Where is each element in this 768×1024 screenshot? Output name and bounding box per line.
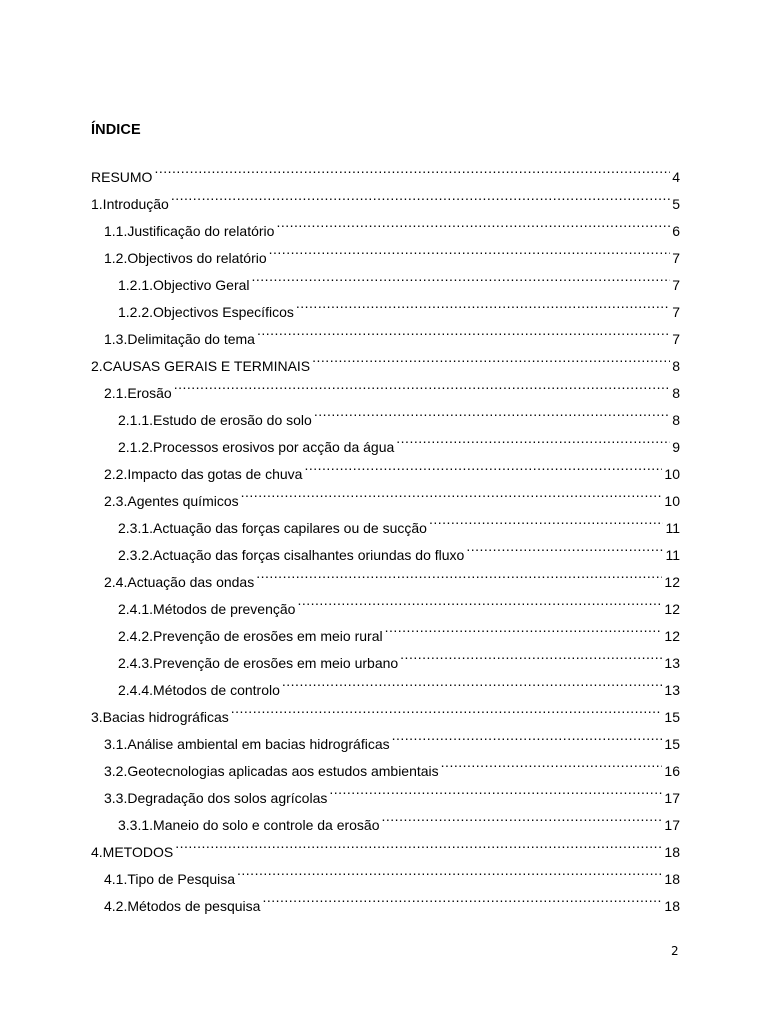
- toc-entry-title: 2.3.1.Actuação das forças capilares ou de sucção: [118, 520, 427, 536]
- toc-entry-title: 4.METODOS: [91, 844, 174, 860]
- toc-dot-leader: [465, 533, 663, 560]
- toc-entry-page: 10: [662, 488, 680, 515]
- toc-entry-page: 12: [662, 569, 680, 596]
- toc-entry-title: 2.1.Erosão: [104, 385, 172, 401]
- toc-entry-page: 8: [670, 407, 680, 434]
- toc-dot-leader: [153, 155, 670, 182]
- toc-dot-leader: [311, 344, 670, 371]
- toc-entry[interactable]: [91, 398, 680, 428]
- toc-heading: ÍNDICE: [91, 122, 141, 138]
- toc-entry-title: 1.2.Objectivos do relatório: [104, 250, 267, 266]
- toc-entry-page: 15: [662, 704, 680, 731]
- toc-entry-page: 6: [670, 218, 680, 245]
- toc-entry[interactable]: [91, 209, 680, 239]
- toc-dot-leader: [384, 614, 663, 641]
- toc-dot-leader: [174, 830, 662, 857]
- toc-entry-title: 1.3.Delimitação do tema: [104, 331, 255, 347]
- toc-dot-leader: [295, 290, 670, 317]
- toc-entry-page: 7: [670, 326, 680, 353]
- toc-dot-leader: [251, 263, 671, 290]
- toc-dot-leader: [303, 452, 662, 479]
- toc-entry-page: 13: [662, 650, 680, 677]
- toc-dot-leader: [391, 722, 663, 749]
- toc-dot-leader: [170, 182, 670, 209]
- toc-entry-title: 2.1.1.Estudo de erosão do solo: [118, 412, 312, 428]
- toc-entry-page: 15: [662, 731, 680, 758]
- toc-dot-leader: [236, 857, 662, 884]
- toc-entry-title: 3.1.Análise ambiental em bacias hidrográficas: [104, 736, 390, 752]
- toc-dot-leader: [240, 479, 663, 506]
- toc-entry-page: 5: [670, 191, 680, 218]
- toc-dot-leader: [275, 209, 670, 236]
- toc-entry-page: 11: [663, 542, 680, 569]
- toc-entry[interactable]: [91, 857, 680, 887]
- toc-dot-leader: [173, 371, 670, 398]
- toc-entry-title: 2.4.4.Métodos de controlo: [118, 682, 280, 698]
- toc-dot-leader: [281, 668, 663, 695]
- toc-entry-page: 8: [670, 380, 680, 407]
- toc-entry-title: 3.3.1.Maneio do solo e controle da erosão: [118, 817, 380, 833]
- toc-dot-leader: [261, 884, 662, 911]
- toc-dot-leader: [428, 506, 663, 533]
- toc-dot-leader: [296, 587, 662, 614]
- toc-entry-page: 12: [662, 596, 680, 623]
- toc-dot-leader: [399, 641, 662, 668]
- page-number: 2: [671, 944, 679, 958]
- toc-entry-page: 18: [662, 893, 680, 920]
- toc-entry-title: 3.Bacias hidrográficas: [91, 709, 229, 725]
- toc-entry-page: 11: [663, 515, 680, 542]
- toc-entry-page: 16: [662, 758, 680, 785]
- toc-entry-page: 18: [662, 839, 680, 866]
- toc-entry-title: 2.4.2.Prevenção de erosões em meio rural: [118, 628, 383, 644]
- toc-entry-page: 17: [662, 812, 680, 839]
- toc-dot-leader: [395, 425, 670, 452]
- toc-entry-title: 2.1.2.Processos erosivos por acção da água: [118, 439, 395, 455]
- toc-entry-title: RESUMO: [91, 169, 153, 185]
- toc-dot-leader: [268, 236, 671, 263]
- toc-dot-leader: [230, 695, 663, 722]
- toc-dot-leader: [256, 317, 670, 344]
- toc-entry[interactable]: [91, 830, 680, 860]
- toc-entry-title: 2.CAUSAS GERAIS E TERMINAIS: [91, 358, 311, 374]
- toc-entry-page: 9: [670, 434, 680, 461]
- toc-entry-page: 7: [670, 272, 680, 299]
- toc-entry[interactable]: [91, 371, 680, 401]
- toc-entry-page: 17: [662, 785, 680, 812]
- toc-entry-page: 7: [670, 299, 680, 326]
- toc-entry-page: 7: [670, 245, 680, 272]
- toc-entry-page: 8: [670, 353, 680, 380]
- toc-entry-title: 2.4.1.Métodos de prevenção: [118, 601, 296, 617]
- table-of-contents: [91, 155, 680, 914]
- toc-entry-page: 10: [662, 461, 680, 488]
- toc-entry-title: 1.1.Justificação do relatório: [104, 223, 275, 239]
- toc-entry-page: 13: [662, 677, 680, 704]
- toc-entry-title: 2.2.Impacto das gotas de chuva: [104, 466, 303, 482]
- toc-entry-page: 18: [662, 866, 680, 893]
- toc-entry-title: 3.3.Degradação dos solos agrícolas: [104, 790, 328, 806]
- toc-dot-leader: [440, 749, 663, 776]
- toc-entry-title: 1.2.2.Objectivos Específicos: [118, 304, 294, 320]
- toc-entry-title: 3.2.Geotecnologias aplicadas aos estudos ambientais: [104, 763, 439, 779]
- toc-dot-leader: [381, 803, 663, 830]
- toc-entry-page: 12: [662, 623, 680, 650]
- toc-entry-title: 1.Introdução: [91, 196, 169, 212]
- toc-dot-leader: [255, 560, 662, 587]
- toc-dot-leader: [328, 776, 662, 803]
- toc-entry-title: 2.3.Agentes químicos: [104, 493, 239, 509]
- toc-entry-page: 4: [670, 164, 680, 191]
- toc-entry-title: 2.4.3.Prevenção de erosões em meio urbano: [118, 655, 399, 671]
- toc-entry-title: 1.2.1.Objectivo Geral: [118, 277, 250, 293]
- toc-entry-title: 2.3.2.Actuação das forças cisalhantes oriundas do fluxo: [118, 547, 465, 563]
- toc-entry-title: 2.4.Actuação das ondas: [104, 574, 255, 590]
- toc-dot-leader: [313, 398, 670, 425]
- toc-entry-title: 4.1.Tipo de Pesquisa: [104, 871, 236, 887]
- toc-entry[interactable]: [91, 155, 680, 185]
- toc-entry[interactable]: [91, 182, 680, 212]
- toc-entry-title: 4.2.Métodos de pesquisa: [104, 898, 261, 914]
